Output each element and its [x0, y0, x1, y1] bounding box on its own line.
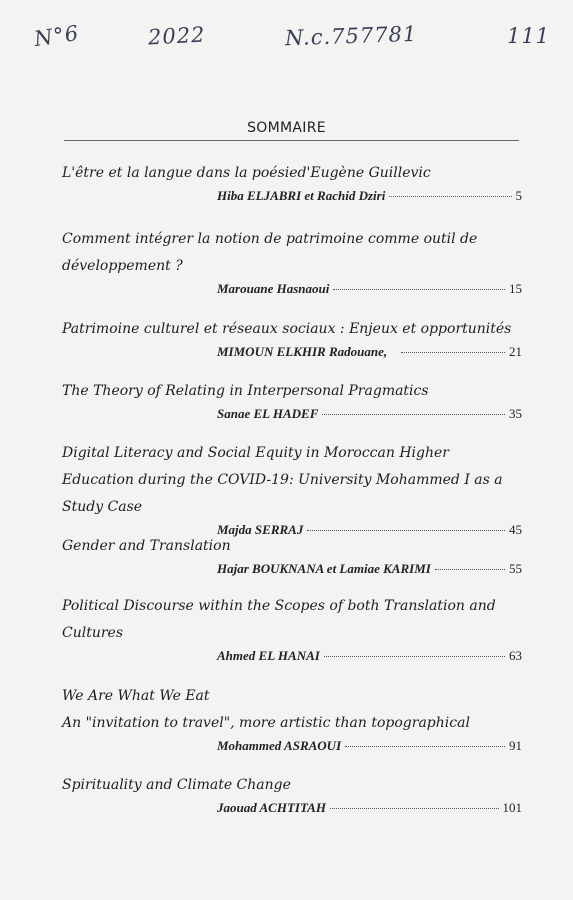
- annotation-ref: N.c.757781: [284, 21, 418, 51]
- entry-page: 35: [509, 406, 522, 421]
- entry-title: Comment intégrer la notion de patrimoine comme outil de développement ?: [62, 231, 478, 274]
- leader-dots: [333, 289, 505, 290]
- entry-page: 55: [509, 561, 522, 576]
- leader-dots: [389, 196, 511, 197]
- entry-title: Patrimoine culturel et réseaux sociaux : Enjeux et opportunités: [62, 321, 512, 337]
- annotation-year: 2022: [147, 22, 207, 50]
- entry-title: Gender and Translation: [62, 538, 231, 554]
- entry-author-line: [62, 560, 522, 578]
- entry-author: Majda SERRAJ: [217, 522, 304, 537]
- entry-title: Political Discourse within the Scopes of both Translation and Cultures: [62, 598, 496, 641]
- leader-dots: [345, 746, 505, 747]
- toc-entry: [62, 593, 522, 665]
- entry-author-line: [62, 737, 522, 755]
- entry-author-line: [62, 405, 522, 423]
- leader-dots: [307, 530, 505, 531]
- leader-dots: [401, 352, 505, 353]
- entry-page: 5: [515, 188, 522, 203]
- leader-dots: [435, 569, 505, 570]
- entry-page: 21: [509, 344, 522, 359]
- entry-author: Marouane Hasnaoui: [217, 281, 330, 296]
- entry-author: Hiba ELJABRI et Rachid Dziri: [217, 188, 386, 203]
- toc-entry: [62, 316, 522, 361]
- entry-page: 101: [502, 800, 522, 815]
- annotation-issue: N°6: [32, 20, 81, 52]
- entry-author: Sanae EL HADEF: [217, 406, 319, 421]
- entry-author-line: [62, 647, 522, 665]
- entry-title: L'être et la langue dans la poésied'Eugène Guillevic: [62, 165, 431, 181]
- leader-dots: [324, 656, 505, 657]
- entry-title: Digital Literacy and Social Equity in Moroccan Higher Education during the COVID-19: University Mohammed I as a Study Case: [62, 445, 503, 515]
- entry-author-line: [62, 280, 522, 298]
- entry-title: We Are What We Eat An "invitation to travel", more artistic than topographical: [62, 688, 470, 731]
- annotation-extra: 111: [507, 24, 551, 48]
- entry-author: Jaouad ACHTITAH: [217, 800, 326, 815]
- entry-page: 63: [509, 648, 522, 663]
- entry-title: Spirituality and Climate Change: [62, 777, 291, 793]
- entry-author-line: [62, 343, 522, 361]
- entry-author: MIMOUN ELKHIR Radouane,: [217, 344, 388, 359]
- entry-page: 15: [509, 281, 522, 296]
- entry-author-line: [62, 187, 522, 205]
- toc-entry: [62, 533, 522, 578]
- toc-entry: [62, 772, 522, 817]
- toc-entry: [62, 683, 522, 755]
- toc-entry: [62, 378, 522, 423]
- handwritten-annotation: [0, 18, 573, 58]
- leader-dots: [330, 808, 499, 809]
- entry-page: 45: [509, 522, 522, 537]
- toc-entry: [62, 226, 522, 298]
- leader-dots: [322, 414, 505, 415]
- entry-title: The Theory of Relating in Interpersonal Pragmatics: [62, 383, 429, 399]
- entry-author-line: [62, 799, 522, 817]
- page-title: SOMMAIRE: [247, 120, 326, 136]
- entry-author: Ahmed EL HANAI: [217, 648, 320, 663]
- entry-author: Hajar BOUKNANA et Lamiae KARIMI: [217, 561, 431, 576]
- title-divider: [64, 140, 519, 141]
- entry-page: 91: [509, 738, 522, 753]
- toc-entry: [62, 440, 522, 539]
- toc-entry: [62, 160, 522, 205]
- entry-author: Mohammed ASRAOUI: [217, 738, 342, 753]
